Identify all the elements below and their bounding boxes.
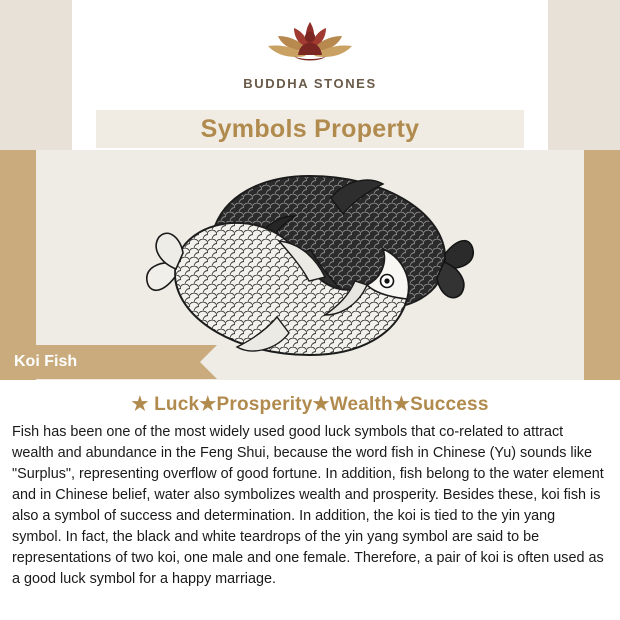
header-right-band [548,0,620,150]
lotus-meditation-figure-icon [264,14,356,72]
brand-logo [243,14,376,91]
header [0,0,620,150]
title-band [96,110,524,148]
category-ribbon [0,345,200,379]
two-koi-fish-yin-yang-icon [145,158,475,373]
illustration-right-band [584,150,620,380]
page-title: Symbols Property [200,114,420,143]
keywords-line: ★ Luck★Prosperity★Wealth★Success [131,394,489,415]
category-label: Koi Fish [14,353,78,370]
header-left-band [0,0,72,150]
brand-name: BUDDHA STONES [243,76,377,91]
content-section [0,380,620,620]
description-paragraph: Fish has been one of the most widely used good luck symbols that co-related to attract wealth and abundance in the Feng Shui, because the word fish in Chinese (Yu) sounds like "Surplus", representing overflow of good fortune. In addition, fish belong to the water element and in Chinese belief, water also symbolizes wealth and prosperity. Besides these, koi fish is also a symbol of success and determination. In addition, the koi is tied to the yin yang symbol. In fact, the black and white teardrops of the yin yang symbol are said to be representations of two koi, one male and one female. Therefore, a pair of koi is often used as a good luck symbol for a happy marriage. [12,424,604,587]
